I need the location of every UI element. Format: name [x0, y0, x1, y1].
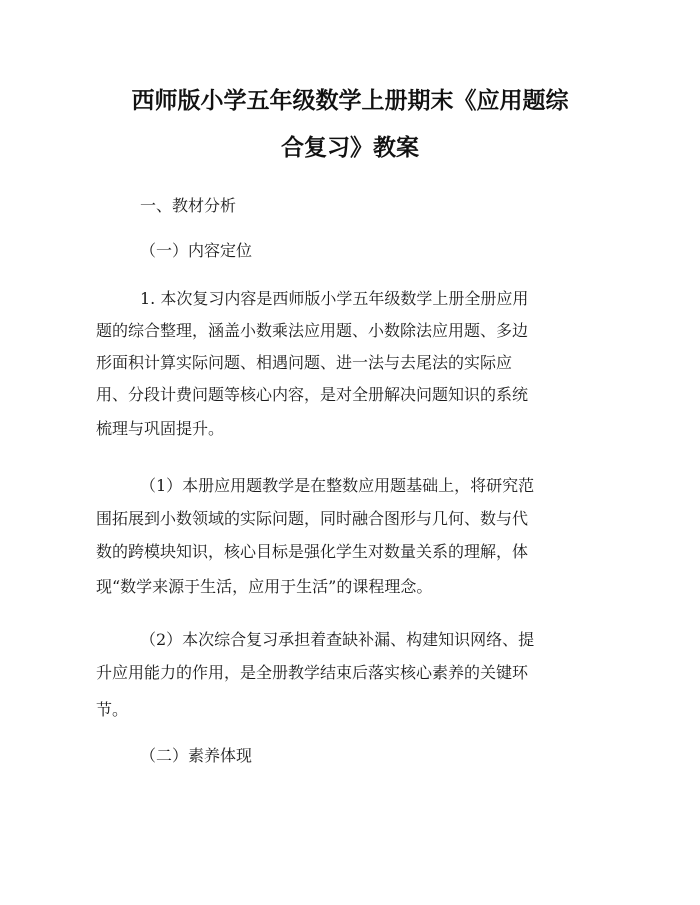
paragraph-point2-line-1: （2）本次综合复习承担着查缺补漏、构建知识网络、提	[140, 630, 535, 649]
paragraph-point1-line-3: 数的跨模块知识，核心目标是强化学生对数量关系的理解，体	[96, 542, 529, 561]
paragraph-item1-line-1: 1. 本次复习内容是西师版小学五年级数学上册全册应用	[140, 289, 529, 308]
document-title-line-2: 合复习》教案	[281, 135, 419, 161]
paragraph-point1-line-4: 现“数学来源于生活，应用于生活”的课程理念。	[96, 577, 433, 596]
paragraph-point1-line-1: （1）本册应用题教学是在整数应用题基础上，将研究范	[140, 476, 535, 495]
paragraph-point1-line-2: 围拓展到小数领域的实际问题，同时融合图形与几何、数与代	[96, 509, 529, 528]
document-title-line-1: 西师版小学五年级数学上册期末《应用题综	[131, 88, 569, 114]
paragraph-item1-line-5: 梳理与巩固提升。	[96, 419, 225, 438]
paragraph-point2-line-2: 升应用能力的作用，是全册教学结束后落实核心素养的关键环	[96, 663, 529, 682]
subsection-heading-content-positioning: （一）内容定位	[140, 241, 253, 260]
subsection-heading-literacy: （二）素养体现	[140, 746, 253, 765]
paragraph-item1-line-4: 用、分段计费问题等核心内容，是对全册解决问题知识的系统	[96, 385, 529, 404]
paragraph-item1-line-3: 形面积计算实际问题、相遇问题、进一法与去尾法的实际应	[96, 353, 513, 372]
section-heading-textbook-analysis: 一、教材分析	[140, 196, 237, 215]
paragraph-item1-line-2: 题的综合整理，涵盖小数乘法应用题、小数除法应用题、多边	[96, 321, 529, 340]
paragraph-point2-line-3: 节。	[96, 700, 129, 719]
